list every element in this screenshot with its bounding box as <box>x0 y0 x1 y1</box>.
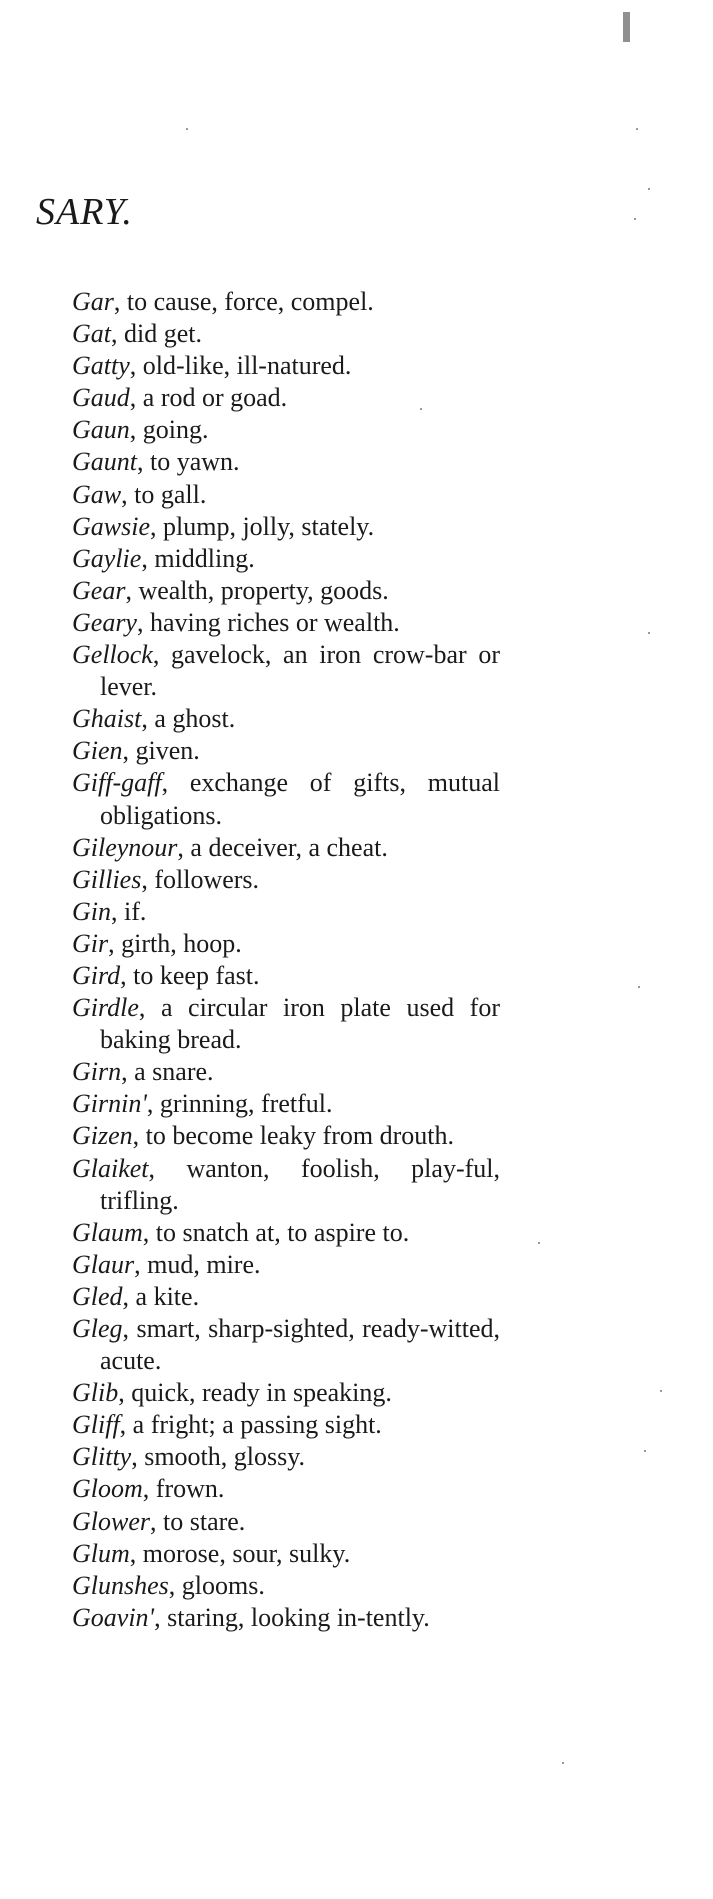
entry-headword: Gled <box>72 1281 123 1311</box>
entry-headword: Gleg <box>72 1314 123 1343</box>
glossary-entry <box>72 1506 500 1538</box>
entry-headword: Gear <box>72 575 126 605</box>
entry-definition: , to snatch at, to aspire to. <box>142 1217 410 1247</box>
glossary-entry <box>72 382 500 414</box>
glossary-entries <box>72 286 500 1634</box>
entry-headword: Glaiket <box>72 1153 149 1183</box>
entry-definition: , a kite. <box>122 1281 200 1311</box>
scan-speck <box>644 1450 646 1452</box>
entry-definition: , old-like, ill-natured. <box>129 351 352 381</box>
scan-speck <box>648 188 650 190</box>
running-head: SARY. <box>36 191 133 233</box>
glossary-entry <box>72 350 500 382</box>
glossary-entry <box>72 286 500 318</box>
entry-headword: Glunshes <box>72 1570 169 1600</box>
entry-definition: , a rod or goad. <box>129 383 288 413</box>
entry-headword: Glitty <box>72 1442 132 1472</box>
entry-definition: , a circular iron plate used for baking bread. <box>100 993 500 1055</box>
glossary-entry <box>72 1281 500 1313</box>
glossary-entry <box>72 1217 500 1249</box>
entry-definition: , followers. <box>141 864 260 894</box>
entry-headword: Gin <box>72 896 111 926</box>
entry-headword: Ghaist <box>72 704 142 734</box>
scan-speck <box>623 12 630 42</box>
glossary-entry <box>72 1473 500 1505</box>
entry-headword: Goavin' <box>72 1602 155 1632</box>
entry-definition: , middling. <box>141 543 255 573</box>
scan-speck <box>636 128 638 130</box>
entry-headword: Gat <box>72 319 111 349</box>
entry-headword: Glower <box>72 1506 150 1536</box>
entry-headword: Gizen <box>72 1121 133 1151</box>
entry-headword: Glib <box>72 1378 119 1408</box>
entry-headword: Gir <box>72 928 109 958</box>
entry-headword: Gird <box>72 960 121 990</box>
entry-definition: , to cause, force, compel. <box>113 287 374 316</box>
entry-definition: , a ghost. <box>141 704 236 734</box>
entry-headword: Gatty <box>72 351 130 381</box>
entry-definition: , to become leaky from drouth. <box>132 1121 454 1151</box>
entry-headword: Giff-gaff <box>72 768 162 798</box>
glossary-entry <box>72 896 500 928</box>
scan-speck <box>562 1762 564 1764</box>
entry-headword: Geary <box>72 607 137 637</box>
scan-speck <box>538 1242 540 1244</box>
glossary-entry <box>72 1120 500 1152</box>
entry-headword: Gliff <box>72 1410 120 1440</box>
glossary-entry <box>72 864 500 896</box>
glossary-entry <box>72 767 500 831</box>
scan-speck <box>186 128 188 130</box>
entry-definition: , going. <box>129 415 209 445</box>
entry-headword: Girn <box>72 1057 122 1087</box>
entry-definition: , quick, ready in speaking. <box>118 1378 392 1408</box>
entry-definition: , a deceiver, a cheat. <box>177 832 388 862</box>
entry-headword: Gar <box>72 287 114 316</box>
glossary-entry <box>72 1056 500 1088</box>
glossary-entry <box>72 479 500 511</box>
scan-speck <box>638 986 640 988</box>
entry-definition: , smooth, glossy. <box>131 1442 306 1472</box>
entry-definition: , exchange of gifts, mutual obligations. <box>100 768 500 830</box>
entry-definition: , to keep fast. <box>120 960 260 990</box>
entry-headword: Glum <box>72 1538 130 1568</box>
glossary-entry <box>72 639 500 703</box>
entry-definition: , a fright; a passing sight. <box>119 1410 382 1440</box>
glossary-entry <box>72 414 500 446</box>
entry-headword: Gloom <box>72 1474 143 1504</box>
entry-definition: , mud, mire. <box>134 1249 261 1279</box>
glossary-entry <box>72 960 500 992</box>
glossary-entry <box>72 928 500 960</box>
glossary-entry <box>72 1570 500 1602</box>
entry-definition: , morose, sour, sulky. <box>129 1538 351 1568</box>
glossary-entry <box>72 1602 500 1634</box>
entry-headword: Gawsie <box>72 511 150 541</box>
entry-definition: , to gall. <box>121 479 207 509</box>
glossary-entry <box>72 1409 500 1441</box>
glossary-entry <box>72 543 500 575</box>
entry-headword: Girnin' <box>72 1089 147 1119</box>
entry-definition: , girth, hoop. <box>108 928 242 958</box>
glossary-entry <box>72 575 500 607</box>
entry-headword: Gaylie <box>72 543 142 573</box>
entry-headword: Gien <box>72 736 123 766</box>
glossary-entry <box>72 1538 500 1570</box>
glossary-entry <box>72 1313 500 1377</box>
entry-definition: , to stare. <box>150 1506 246 1536</box>
glossary-entry <box>72 703 500 735</box>
entry-definition: , given. <box>122 736 200 766</box>
glossary-entry <box>72 735 500 767</box>
entry-definition: , frown. <box>142 1474 225 1504</box>
glossary-entry <box>72 832 500 864</box>
scan-speck <box>648 632 650 634</box>
entry-definition: , having riches or wealth. <box>136 607 400 637</box>
entry-headword: Gillies <box>72 864 142 894</box>
entry-headword: Gaud <box>72 383 130 413</box>
glossary-entry <box>72 1153 500 1217</box>
glossary-entry <box>72 1249 500 1281</box>
entry-definition: , wanton, foolish, play-ful, trifling. <box>100 1153 500 1215</box>
entry-headword: Glaum <box>72 1217 143 1247</box>
entry-headword: Girdle <box>72 993 139 1023</box>
entry-headword: Gaunt <box>72 447 137 477</box>
entry-definition: , gavelock, an iron crow-bar or lever. <box>100 640 500 702</box>
glossary-entry <box>72 1377 500 1409</box>
glossary-entry <box>72 318 500 350</box>
scan-speck <box>634 218 636 220</box>
entry-definition: , did get. <box>111 319 202 349</box>
entry-headword: Gaw <box>72 479 122 509</box>
entry-definition: , wealth, property, goods. <box>125 575 389 605</box>
glossary-entry <box>72 607 500 639</box>
scan-speck <box>660 1390 662 1392</box>
entry-definition: , if. <box>111 896 147 926</box>
entry-definition: , plump, jolly, stately. <box>150 511 375 541</box>
entry-definition: , to yawn. <box>137 447 240 477</box>
glossary-entry <box>72 511 500 543</box>
glossary-entry <box>72 1441 500 1473</box>
entry-headword: Gileynour <box>72 832 178 862</box>
entry-definition: , a snare. <box>121 1057 214 1087</box>
entry-headword: Glaur <box>72 1249 135 1279</box>
entry-headword: Gaun <box>72 415 130 445</box>
entry-headword: Gellock <box>72 640 153 670</box>
entry-definition: , smart, sharp-sighted, ready-witted, acute. <box>100 1314 500 1376</box>
entry-definition: , grinning, fretful. <box>146 1089 333 1119</box>
glossary-entry <box>72 992 500 1056</box>
glossary-entry <box>72 1088 500 1120</box>
entry-definition: , staring, looking in-tently. <box>154 1602 430 1632</box>
entry-definition: , glooms. <box>168 1570 265 1600</box>
glossary-entry <box>72 446 500 478</box>
